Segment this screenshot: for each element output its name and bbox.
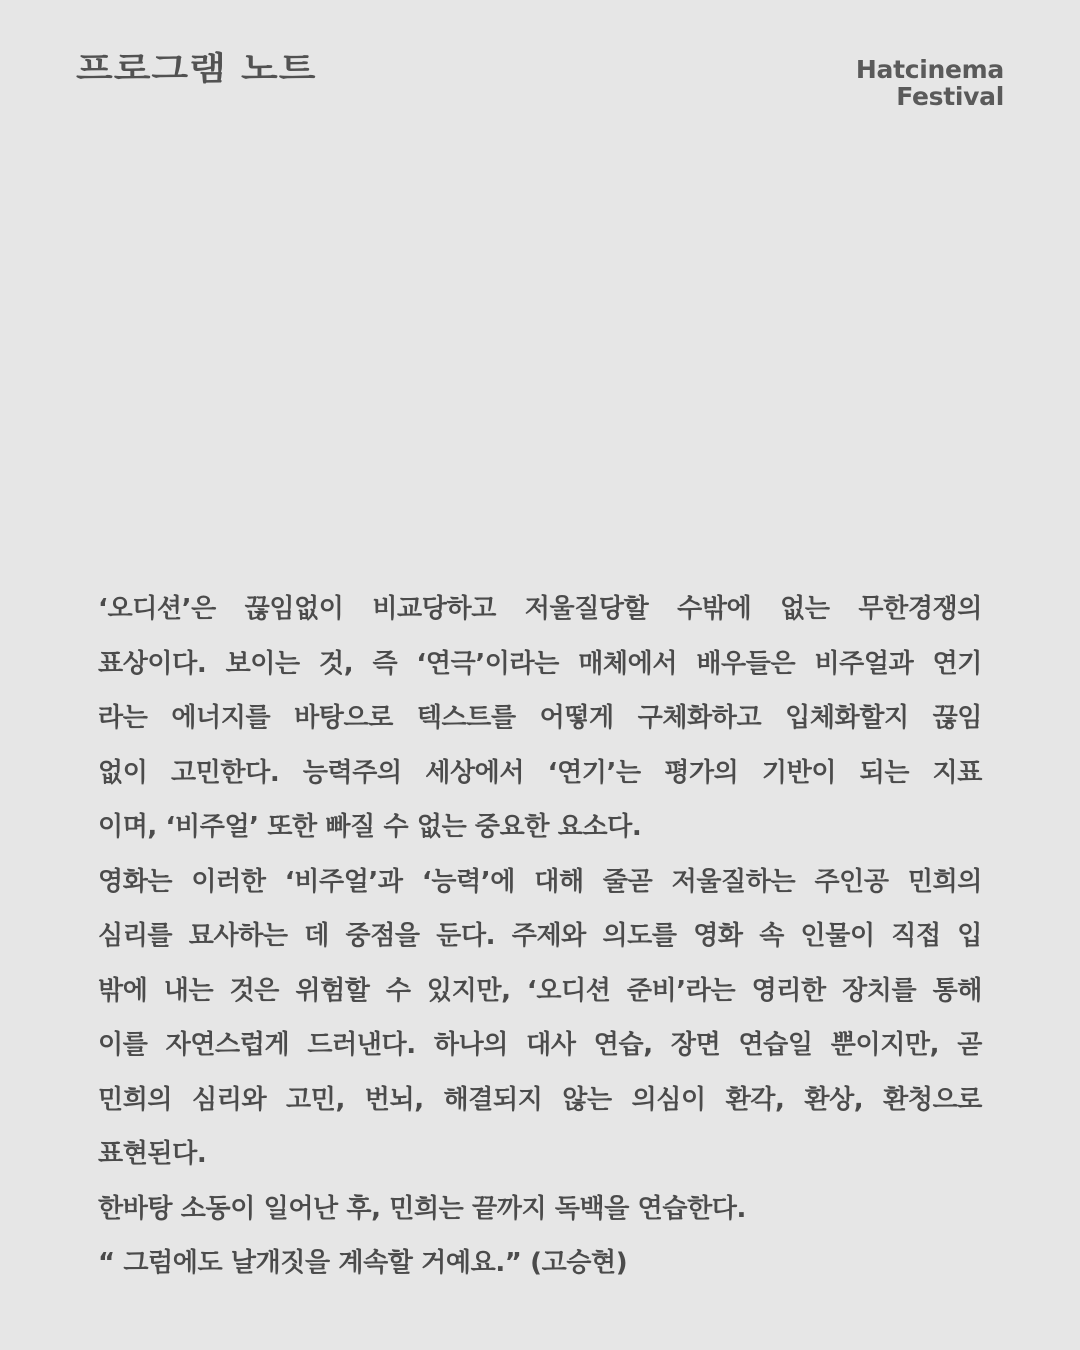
- logo-line-1: Hatcinema: [855, 55, 1004, 84]
- body-line: 심리를 묘사하는 데 중점을 둔다. 주제와 의도를 영화 속 인물이 직접 입: [98, 921, 982, 951]
- festival-logo: [856, 56, 1004, 110]
- body-line: 민희의 심리와 고민, 번뇌, 해결되지 않는 의심이 환각, 환상, 환청으로: [98, 1084, 982, 1115]
- body-line: 이며, ‘비주얼’ 또한 빠질 수 없는 중요한 요소다.: [98, 812, 642, 842]
- logo-line-2: Festival: [896, 82, 1004, 111]
- body-line: 영화는 이러한 ‘비주얼’과 ‘능력’에 대해 줄곧 저울질하는 주인공 민희의: [98, 866, 982, 897]
- page-title: 프로그램 노트: [76, 49, 317, 88]
- body-line: 밖에 내는 것은 위험할 수 있지만, ‘오디션 준비’라는 영리한 장치를 통해: [98, 975, 982, 1006]
- body-line: 없이 고민한다. 능력주의 세상에서 ‘연기’는 평가의 기반이 되는 지표: [98, 757, 982, 788]
- body-line: “ 그럼에도 날개짓을 계속할 거예요.” (고승현): [98, 1248, 628, 1278]
- program-note-body: [98, 582, 982, 1291]
- body-line: ‘오디션’은 끊임없이 비교당하고 저울질당할 수밖에 없는 무한경쟁의: [98, 594, 982, 624]
- body-line: 한바탕 소동이 일어난 후, 민희는 끝까지 독백을 연습한다.: [98, 1193, 746, 1224]
- body-line: 라는 에너지를 바탕으로 텍스트를 어떻게 구체화하고 입체화할지 끊임: [98, 703, 982, 733]
- body-line: 표상이다. 보이는 것, 즉 ‘연극’이라는 매체에서 배우들은 비주얼과 연기: [98, 648, 982, 679]
- body-line: 표현된다.: [98, 1139, 207, 1169]
- body-line: 이를 자연스럽게 드러낸다. 하나의 대사 연습, 장면 연습일 뿐이지만, 곧: [98, 1030, 982, 1060]
